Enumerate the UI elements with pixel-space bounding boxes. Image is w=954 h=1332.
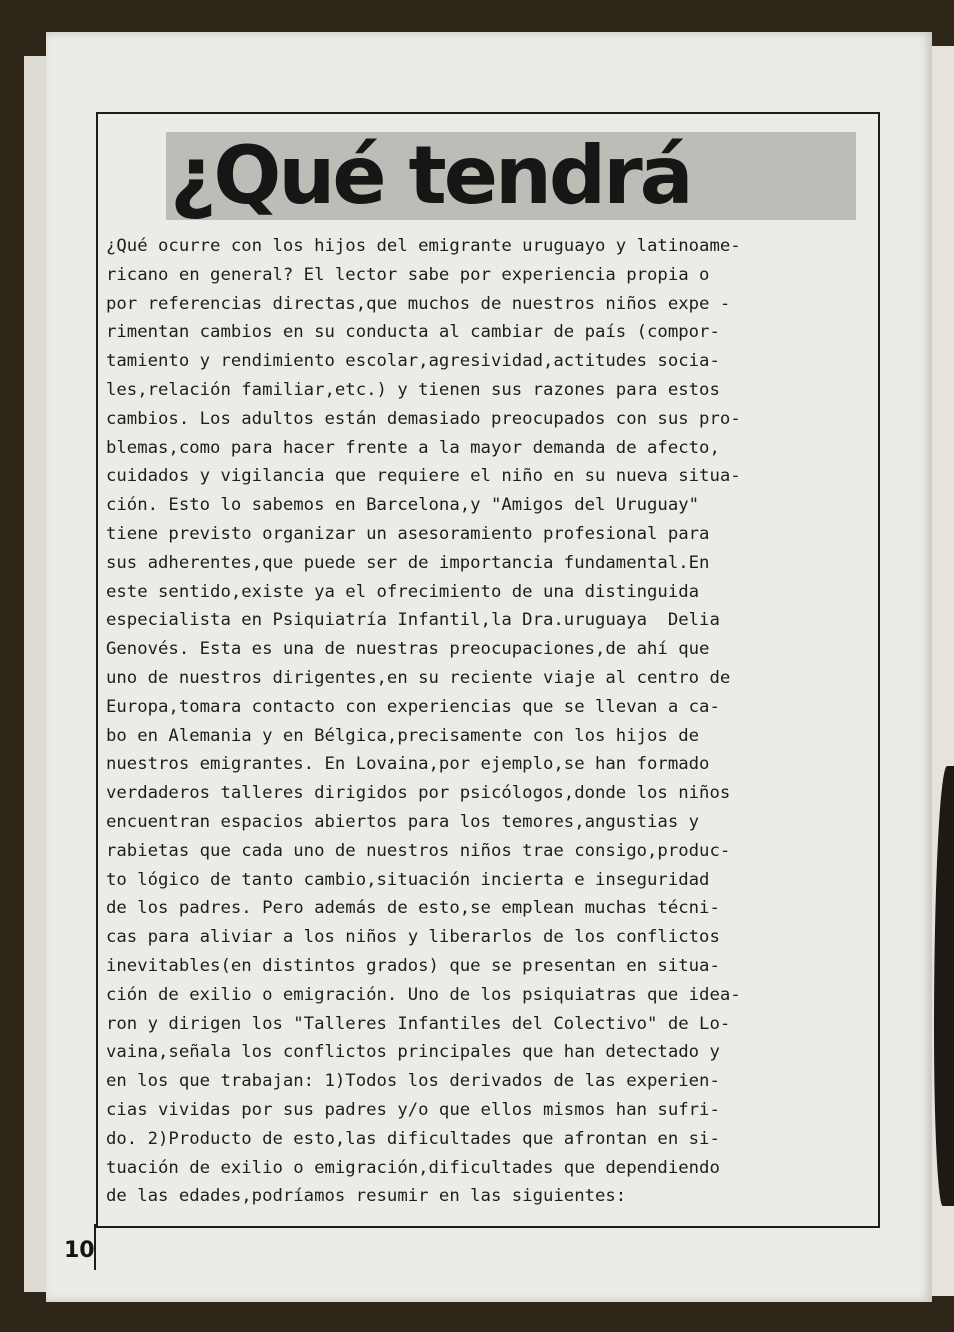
magazine-page <box>46 32 932 1302</box>
body-line: rimentan cambios en su conducta al cambiar de país (compor- <box>106 322 720 343</box>
body-line: cambios. Los adultos están demasiado preocupados con sus pro- <box>106 408 741 429</box>
body-line: rabietas que cada uno de nuestros niños trae consigo,produc- <box>106 840 731 861</box>
body-line: blemas,como para hacer frente a la mayor demanda de afecto, <box>106 437 720 458</box>
body-line: les,relación familiar,etc.) y tienen sus razones para estos <box>106 379 720 400</box>
article-frame <box>96 112 880 1228</box>
body-line: de los padres. Pero además de esto,se emplean muchas técni- <box>106 898 720 919</box>
underlying-page-edge <box>24 56 47 1292</box>
body-line: ¿Qué ocurre con los hijos del emigrante uruguayo y latinoame- <box>106 236 741 256</box>
body-line: tamiento y rendimiento escolar,agresividad,actitudes socia- <box>106 351 720 372</box>
body-line: este sentido,existe ya el ofrecimiento de una distinguida <box>106 581 700 602</box>
body-line: bo en Alemania y en Bélgica,precisamente con los hijos de <box>106 725 700 746</box>
page-number: 10 <box>64 1238 95 1263</box>
body-line: tuación de exilio o emigración,dificultades que dependiendo <box>106 1157 720 1178</box>
body-line: verdaderos talleres dirigidos por psicólogos,donde los niños <box>106 783 731 804</box>
body-line: cas para aliviar a los niños y liberarlos de los conflictos <box>106 927 720 948</box>
body-line: to lógico de tanto cambio,situación incierta e inseguridad <box>106 869 710 890</box>
article-body <box>106 232 876 1211</box>
body-line: cuidados y vigilancia que requiere el niño en su nueva situa- <box>106 466 741 487</box>
body-line: uno de nuestros dirigentes,en su reciente viaje al centro de <box>106 667 731 688</box>
body-line: nuestros emigrantes. En Lovaina,por ejemplo,se han formado <box>106 754 710 775</box>
body-line: inevitables(en distintos grados) que se presentan en situa- <box>106 955 720 976</box>
article-headline: ¿Qué tendrá <box>170 129 691 222</box>
body-line: vaina,señala los conflictos principales que han detectado y <box>106 1042 720 1063</box>
body-line: en los que trabajan: 1)Todos los derivados de las experien- <box>106 1071 720 1092</box>
body-line: ción de exilio o emigración. Uno de los psiquiatras que idea- <box>106 984 741 1005</box>
body-line: ción. Esto lo sabemos en Barcelona,y "Amigos del Uruguay" <box>106 495 700 516</box>
body-line: ricano en general? El lector sabe por experiencia propia o <box>106 264 710 285</box>
body-line: do. 2)Producto de esto,las dificultades que afrontan en si- <box>106 1128 720 1149</box>
body-line: encuentran espacios abiertos para los temores,angustias y <box>106 811 700 832</box>
body-line: por referencias directas,que muchos de nuestros niños expe - <box>106 293 731 314</box>
body-line: especialista en Psiquiatría Infantil,la Dra.uruguaya Delia <box>106 610 720 631</box>
body-line: Europa,tomara contacto con experiencias que se llevan a ca- <box>106 696 720 717</box>
facing-page-illustration-fragment <box>934 766 954 1206</box>
body-line: tiene previsto organizar un asesoramiento profesional para <box>106 523 710 544</box>
body-line: sus adherentes,que puede ser de importancia fundamental.En <box>106 552 710 573</box>
body-line: cias vividas por sus padres y/o que ellos mismos han sufri- <box>106 1099 720 1120</box>
body-line: Genovés. Esta es una de nuestras preocupaciones,de ahí que <box>106 639 710 660</box>
facing-page-edge <box>932 46 954 1296</box>
body-line: ron y dirigen los "Talleres Infantiles del Colectivo" de Lo- <box>106 1013 731 1034</box>
body-line: de las edades,podríamos resumir en las siguientes: <box>106 1186 627 1207</box>
